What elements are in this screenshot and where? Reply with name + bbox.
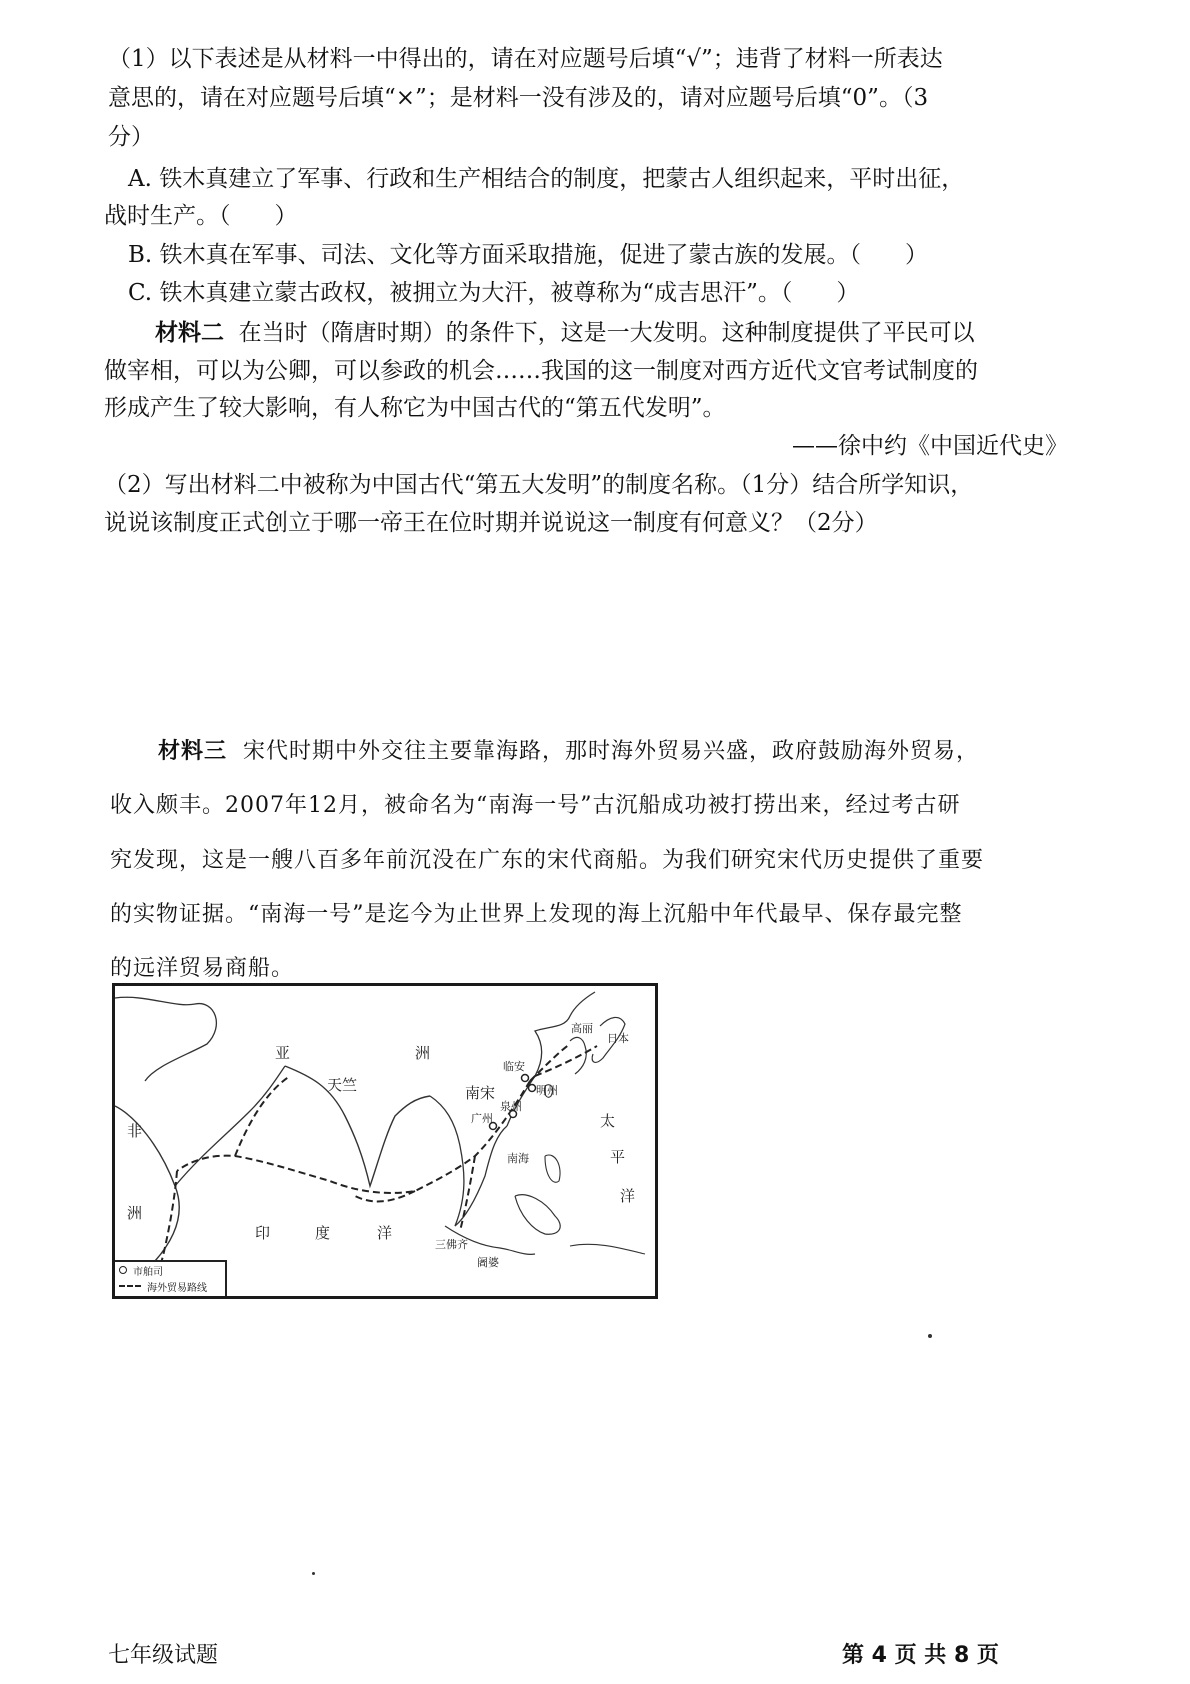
label-pacific-1: 太 [600, 1112, 616, 1130]
label-quanzhou: 泉州 [500, 1100, 522, 1113]
label-asia-2: 洲 [415, 1044, 431, 1062]
material-3-text-1: 宋代时期中外交往主要靠海路，那时海外贸易兴盛，政府鼓励海外贸易， [243, 739, 980, 764]
map-legend [115, 1260, 227, 1296]
scan-speck [312, 1572, 315, 1575]
label-indian-3: 洋 [377, 1224, 393, 1242]
india-coast [285, 1066, 430, 1186]
label-pacific-3: 洋 [620, 1187, 636, 1205]
material-3-line-3: 究发现，这是一艘八百多年前沉没在广东的宋代商船。为我们研究宋代历史提供了重要 [110, 848, 985, 873]
question-1-line-1: （1）以下表述是从材料一中得出的，请在对应题号后填“√”；违背了材料一所表达 [108, 46, 943, 72]
song-trade-route-map [112, 983, 658, 1299]
material-3-line-2: 收入颇丰。2007年12月，被命名为“南海一号”古沉船成功被打捞出来，经过考古研 [110, 793, 961, 818]
label-indian-1: 印 [255, 1224, 271, 1242]
legend-route [115, 1278, 225, 1294]
label-japan: 日本 [607, 1032, 629, 1045]
option-a-close: ） [274, 203, 298, 229]
port-linan-marker [522, 1075, 529, 1082]
philippines [545, 1155, 560, 1182]
label-pacific-2: 平 [610, 1148, 626, 1166]
port-mingzhou-marker [529, 1085, 536, 1092]
legend-port-label: 市舶司 [133, 1266, 163, 1278]
material-3-line-1 [158, 736, 979, 767]
label-south-sea: 南海 [507, 1152, 529, 1165]
footer-page-number: 第 4 页 共 8 页 [842, 1643, 999, 1668]
question-1-line-2: 意思的，请在对应题号后填“×”；是材料一没有涉及的，请对应题号后填“0”。（3 [108, 85, 929, 111]
material-2-source: ——徐中约《中国近代史》 [792, 433, 1068, 459]
material-2-line-1 [155, 318, 975, 348]
question-2-line-2: 说说该制度正式创立于哪一帝王在位时期并说说这一制度有何意义？（2分） [104, 510, 878, 536]
material-3-line-5: 的远洋贸易商船。 [110, 956, 295, 981]
map-drawing [115, 986, 655, 1296]
label-indian-2: 度 [315, 1224, 331, 1242]
option-a-text: 战时生产。（ [104, 203, 231, 229]
option-c-close: ） [836, 280, 860, 306]
scan-speck [928, 1334, 932, 1338]
material-2-line-2: 做宰相，可以为公卿，可以参政的机会……我国的这一制度对西方近代文官考试制度的 [104, 358, 978, 384]
port-symbol-icon [119, 1266, 127, 1274]
option-b-text: B. 铁木真在军事、司法、文化等方面采取措施，促进了蒙古族的发展。（ [128, 242, 862, 268]
label-asia-1: 亚 [275, 1044, 291, 1062]
material-2-line-3: 形成产生了较大影响，有人称它为中国古代的“第五代发明”。 [104, 395, 726, 421]
material-2-label: 材料二 [155, 319, 224, 346]
label-korea: 高丽 [571, 1022, 593, 1035]
option-c [128, 278, 859, 308]
label-southern-song: 南宋 [465, 1084, 496, 1102]
footer-grade-label: 七年级试题 [108, 1643, 219, 1668]
borneo [515, 1195, 560, 1235]
material-2-text-1: 在当时（隋唐时期）的条件下，这是一大发明。这种制度提供了平民可以 [238, 320, 975, 346]
legend-port [115, 1262, 225, 1278]
arabian-peninsula [175, 1066, 285, 1186]
route-to-sanfoqi [460, 1156, 475, 1231]
material-3-line-4: 的实物证据。“南海一号”是迄今为止世界上发现的海上沉船中年代最早、保存最完整 [110, 902, 963, 927]
label-mingzhou: 明州 [536, 1084, 558, 1097]
label-africa-2: 洲 [127, 1204, 143, 1222]
option-b-close: ） [905, 242, 929, 268]
option-a-line-1: A. 铁木真建立了军事、行政和生产相结合的制度，把蒙古人组织起来，平时出征， [128, 166, 965, 192]
question-2-line-1: （2）写出材料二中被称为中国古代“第五大发明”的制度名称。（1分）结合所学知识， [104, 472, 974, 498]
label-sanfoqi: 三佛齐 [435, 1238, 468, 1251]
route-persian-gulf [235, 1076, 290, 1156]
label-tianzhu: 天竺 [327, 1076, 358, 1094]
route-symbol-icon [119, 1285, 141, 1287]
label-guangzhou: 广州 [471, 1112, 493, 1125]
label-linan: 临安 [503, 1060, 525, 1073]
legend-route-label: 海外贸易路线 [147, 1282, 207, 1294]
route-to-japan [535, 1046, 597, 1076]
option-b [128, 240, 928, 270]
new-guinea-coast [570, 1244, 645, 1254]
label-africa-1: 非 [127, 1122, 143, 1140]
question-2-answer-area[interactable] [104, 550, 1084, 710]
option-a-line-2 [104, 201, 298, 231]
material-3-label: 材料三 [158, 738, 228, 764]
question-1-line-3: 分） [108, 124, 154, 150]
label-java: 阇婆 [477, 1256, 499, 1269]
option-c-text: C. 铁木真建立蒙古政权，被拥立为大汗，被尊称为“成吉思汗”。（ [128, 280, 793, 306]
north-coastline [115, 997, 216, 1081]
